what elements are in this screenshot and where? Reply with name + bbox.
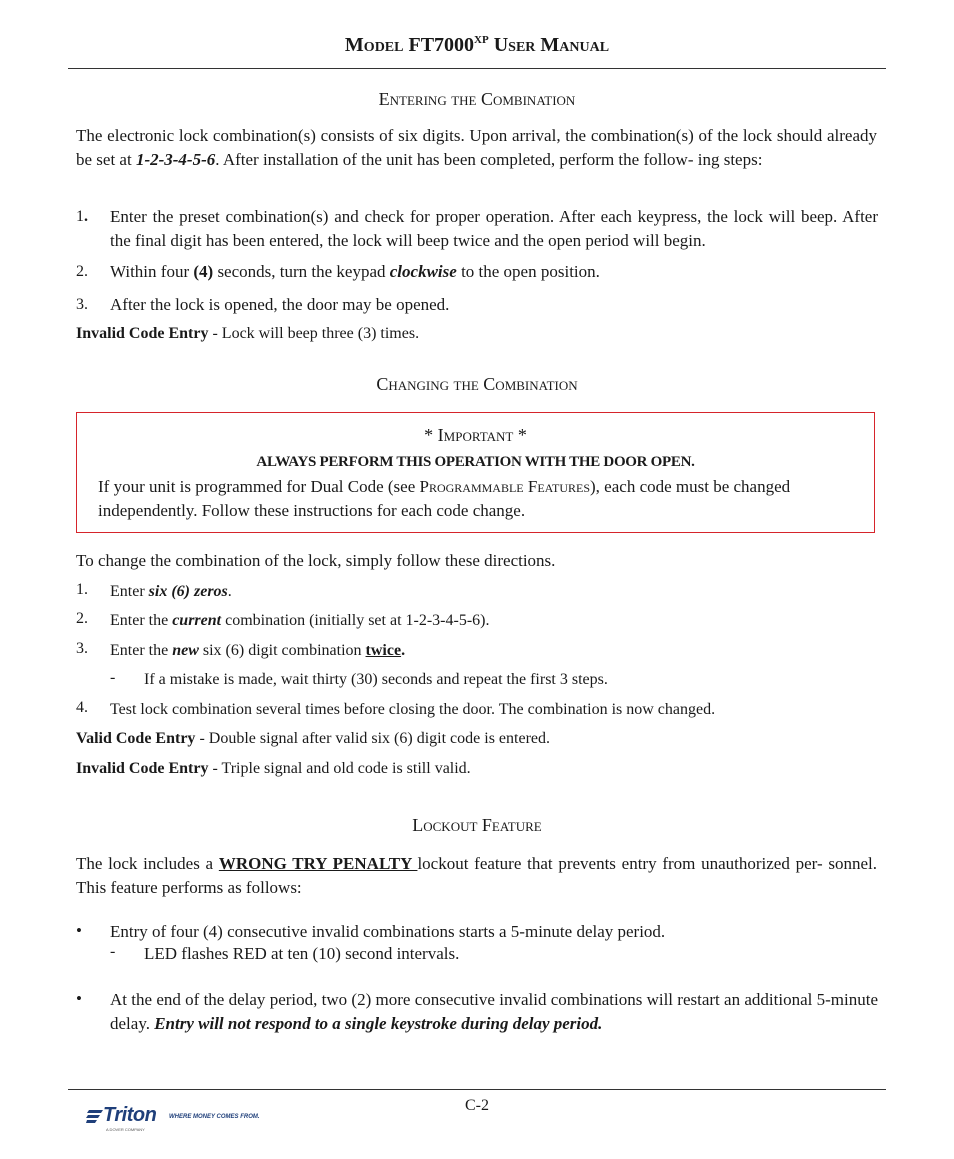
important-title: * Important *: [424, 425, 527, 445]
footer-rule: [68, 1089, 886, 1090]
triton-logo-mark-icon: [86, 1108, 104, 1124]
lockout-intro: The lock includes a WRONG TRY PENALTY lockout feature that prevents entry from unauthorized per- sonnel. This feature performs as follows:: [76, 854, 877, 897]
changing-sub-dash: -: [110, 669, 116, 686]
header-model: Model: [344, 34, 404, 56]
entering-intro-code: 1-2-3-4-5-6: [135, 149, 216, 169]
changing-intro: To change the combination of the lock, simply follow these directions.: [76, 551, 556, 570]
lockout-bullet-1-text: Entry of four (4) consecutive invalid combinations starts a 5-minute delay period.: [110, 922, 666, 941]
entering-step-3-num: 3.: [76, 296, 88, 313]
lockout-bullet-2-mark: •: [76, 989, 82, 1008]
changing-step-2-num: 2.: [76, 610, 88, 627]
entering-invalid-entry: [76, 323, 877, 345]
entering-step-1-text: Enter the preset combination(s) and check for proper operation. After each keypress, the lock will beep. After the final digit has been entered, the lock will beep twice and the open period will begin.: [110, 207, 878, 250]
section-title-lockout: Lockout Feature: [412, 815, 542, 835]
changing-invalid-text: - Triple signal and old code is still valid.: [208, 760, 471, 777]
entering-intro: [76, 124, 877, 171]
entering-step-1-num: 1.: [76, 208, 88, 225]
changing-invalid-label: Invalid Code Entry: [76, 760, 209, 777]
page-number: C-2: [465, 1097, 489, 1114]
changing-invalid-entry: [76, 758, 877, 780]
entering-step-2-text: Within four (4) seconds, turn the keypad clockwise to the open position.: [110, 262, 600, 281]
important-text: If your unit is programmed for Dual Code (see Programmable Features), each code must be changed independently. Follow these instructions for each code change.: [98, 477, 791, 520]
changing-step-1-num: 1.: [76, 581, 88, 598]
entering-invalid-text: - Lock will beep three (3) times.: [208, 325, 420, 342]
section-title-changing: Changing the Combination: [376, 374, 578, 394]
lockout-bullet-1-dash: -: [110, 943, 116, 960]
header-code-sup: XP: [474, 34, 489, 46]
section-title-entering: Entering the Combination: [378, 89, 576, 109]
lockout-bullet-1-sub: LED flashes RED at ten (10) second intervals.: [144, 944, 460, 963]
changing-valid-label: Valid Code Entry: [76, 730, 196, 747]
important-ref: Programmable Features: [419, 477, 591, 496]
changing-step-3-text: Enter the new six (6) digit combination twice.: [110, 642, 406, 659]
lockout-bullet-2-emphasis: Entry will not respond to a single keystroke during delay period.: [154, 1013, 603, 1033]
changing-sub-step: If a mistake is made, wait thirty (30) seconds and repeat the first 3 steps.: [144, 671, 608, 688]
lockout-bullet-2-text: At the end of the delay period, two (2) more consecutive invalid combinations will restart an additional 5-minute delay. Entry will not respond to a single keystroke during delay period.: [110, 990, 878, 1033]
logo-word: Triton: [103, 1104, 157, 1126]
lockout-penalty: WRONG TRY PENALTY: [218, 854, 418, 873]
changing-valid-entry: [76, 728, 877, 750]
changing-step-2-text: Enter the current combination (initially set at 1-2-3-4-5-6).: [110, 612, 490, 629]
entering-step-3-text: After the lock is opened, the door may be opened.: [110, 295, 450, 314]
changing-step-4-text: Test lock combination several times before closing the door. The combination is now changed.: [110, 701, 716, 718]
entering-intro-text-1: The electronic lock combination(s) consists of six digits. Upon arrival, the combination(s) of the lock should already be set at: [76, 126, 877, 169]
changing-valid-text: - Double signal after valid six (6) digit code is entered.: [195, 730, 550, 747]
entering-intro-text-2: . After installation of the unit has been completed, perform the follow- ing steps:: [215, 149, 763, 169]
header-code: FT7000: [408, 34, 475, 56]
logo-sub: A DOVER COMPANY: [106, 1127, 145, 1132]
important-caps: ALWAYS PERFORM THIS OPERATION WITH THE DOOR OPEN.: [256, 454, 695, 470]
header-rule: [68, 68, 886, 69]
logo-tagline: WHERE MONEY COMES FROM.: [169, 1114, 260, 1120]
changing-step-1-text: Enter six (6) zeros.: [110, 583, 232, 600]
lockout-bullet-1-mark: •: [76, 921, 82, 940]
triton-logo: [86, 1104, 266, 1134]
important-box: [76, 412, 875, 533]
changing-step-3-num: 3.: [76, 640, 88, 657]
entering-invalid-label: Invalid Code Entry: [76, 325, 209, 342]
entering-step-2-num: 2.: [76, 263, 88, 280]
changing-step-4-num: 4.: [76, 699, 88, 716]
header-suffix: User Manual: [493, 34, 610, 56]
page-header: [0, 34, 954, 57]
